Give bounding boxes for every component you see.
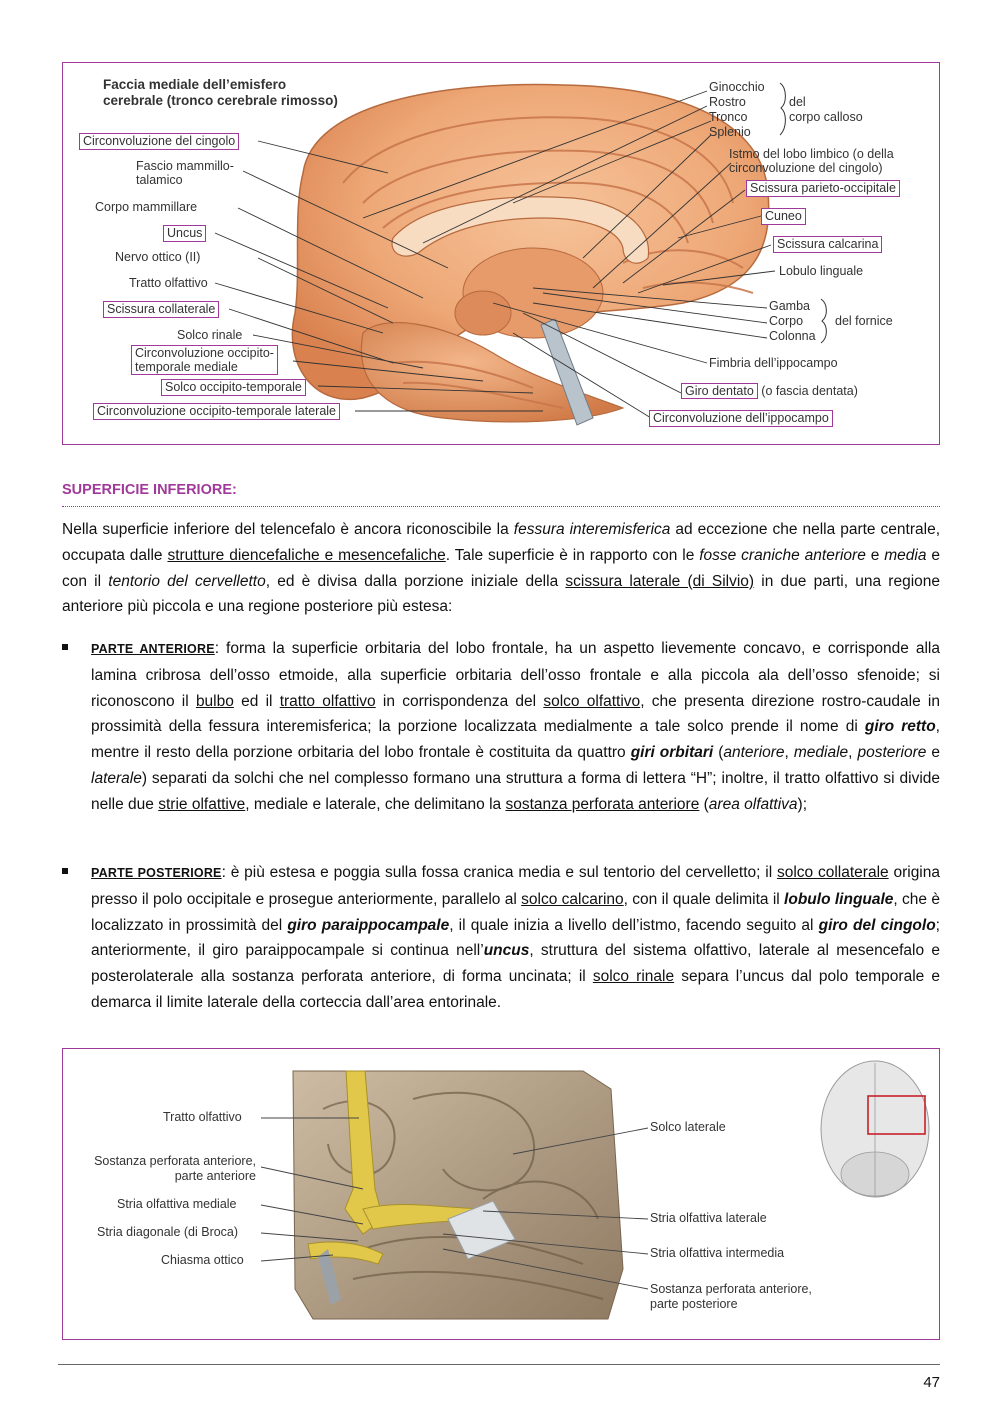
text-run: ad eccezione che nella parte centrale, occupata dalle — [62, 521, 940, 564]
label-giro-dentato: Giro dentato — [681, 383, 758, 399]
label-lobulo-linguale: Lobulo linguale — [779, 264, 864, 278]
text-run: giro paraippocampale — [287, 916, 450, 934]
label-gamba: Gamba — [769, 299, 810, 313]
label-circonvoluzione-occipito-temporale-mediale: Circonvoluzione occipito- temporale mediale — [131, 345, 278, 375]
text-run: in corrispondenza del — [375, 692, 544, 710]
label-corpo-mammillare: Corpo mammillare — [95, 200, 198, 214]
label-chiasma-ottico: Chiasma ottico — [161, 1253, 244, 1267]
label-splenio: Splenio — [709, 125, 751, 139]
bullet-parte-anteriore-text — [91, 636, 940, 818]
text-run: e — [865, 546, 885, 564]
text-run: e con il — [62, 546, 940, 590]
text-run: ); — [797, 795, 808, 813]
label-sostanza-perforata-anteriore-parte-anteriore: Sostanza perforata anteriore, parte anteriore — [94, 1154, 256, 1183]
label-nervo-ottico: Nervo ottico (II) — [115, 250, 201, 264]
label-tronco: Tronco — [709, 110, 748, 124]
text-run: , che è localizzato in prossimità del — [91, 890, 940, 934]
figure-title-line1: Faccia mediale dell’emisfero — [103, 77, 287, 92]
text-run: giro retto — [864, 718, 936, 736]
text-run: area olfattiva — [708, 795, 798, 813]
text-run: separa l’uncus dal polo temporale e demarca il limite laterale della corteccia dall’area entorinale. — [91, 968, 941, 1011]
callosum-items — [709, 80, 765, 140]
text-run: , — [784, 744, 794, 762]
label-circonvoluzione-ippocampo: Circonvoluzione dell’ippocampo — [649, 410, 833, 427]
text-run: , mentre il resto della porzione orbitaria del lobo frontale è costituita da quattro — [91, 718, 940, 762]
intro-paragraph — [62, 517, 940, 620]
text-run: posteriore — [857, 744, 927, 762]
text-run: PARTE ANTERIORE — [91, 642, 215, 656]
text-run: , struttura del sistema olfattivo, laterale al mesencefalo e posterolaterale alla sostanza perforata anteriore, di forma uncinata; il — [91, 942, 941, 986]
fornix-items — [769, 299, 816, 344]
text-run: ) separati da solchi che nel complesso formano una struttura a forma di lettera “H”; inoltre, il tratto olfattivo si divide nelle due — [91, 769, 940, 813]
label-solco-rinale: Solco rinale — [177, 328, 243, 342]
label-stria-olfattiva-mediale: Stria olfattiva mediale — [117, 1197, 237, 1211]
label-solco-laterale: Solco laterale — [650, 1120, 726, 1134]
bullet-square-icon — [62, 868, 68, 874]
bullet-parte-posteriore — [62, 860, 940, 1016]
bullet-square-icon — [62, 644, 68, 650]
text-run: giro del cingolo — [818, 916, 936, 934]
text-run: PARTE POSTERIORE — [91, 866, 222, 880]
label-rostro: Rostro — [709, 95, 746, 109]
label-scissura-collaterale: Scissura collaterale — [103, 301, 219, 318]
text-run: anteriore — [723, 744, 785, 762]
label-colonna: Colonna — [769, 329, 816, 343]
label-circonvoluzione-cingolo: Circonvoluzione del cingolo — [79, 133, 239, 150]
text-run: strutture diencefaliche e mesencefaliche — [167, 546, 446, 564]
text-run: bulbo — [195, 692, 234, 710]
text-run: , — [848, 744, 858, 762]
figure-title — [103, 77, 338, 109]
text-run: , mediale e laterale, che delimitano la — [245, 795, 506, 813]
label-giro-dentato-suffix: (o fascia dentata) — [761, 384, 858, 398]
text-run: in due parti, una regione anteriore più piccola e una regione posteriore più estesa: — [62, 572, 941, 616]
figure-title-line2: cerebrale (tronco cerebrale rimosso) — [103, 93, 338, 108]
text-run: ( — [713, 744, 724, 762]
text-run: laterale — [91, 769, 142, 787]
text-run: media — [884, 546, 927, 564]
text-run: : è più estesa e poggia sulla fossa cranica media e sul tentorio del cervelletto; il — [221, 864, 777, 881]
text-run: , con il quale delimita il — [623, 890, 785, 908]
section-title: SUPERFICIE INFERIORE: — [62, 482, 237, 498]
label-sostanza-perforata-anteriore-parte-posteriore: Sostanza perforata anteriore, parte posteriore — [650, 1282, 812, 1311]
label-ginocchio: Ginocchio — [709, 80, 765, 94]
text-run: giri orbitari — [630, 744, 714, 762]
label-cuneo: Cuneo — [761, 208, 806, 225]
text-run: . Tale superficie è in rapporto con le — [445, 546, 700, 564]
text-run: ; anteriormente, il giro paraippocampale si continua nell’ — [91, 916, 940, 960]
footer-divider — [58, 1364, 940, 1365]
text-run: e — [926, 744, 941, 762]
label-uncus: Uncus — [163, 225, 206, 242]
label-circonvoluzione-occipito-temporale-laterale: Circonvoluzione occipito-temporale laterale — [93, 403, 340, 420]
text-run: , ed è divisa dalla porzione iniziale della — [265, 572, 566, 590]
text-run: solco calcarino — [521, 890, 624, 908]
label-del-corpo-calloso: del corpo calloso — [789, 95, 863, 124]
label-fimbria-ippocampo: Fimbria dell’ippocampo — [709, 356, 838, 370]
text-run: solco collaterale — [776, 864, 889, 881]
label-istmo-lobo-limbico: Istmo del lobo limbico (o della circonvoluzione del cingolo) — [729, 147, 894, 175]
text-run: lobulo linguale — [784, 890, 894, 908]
label-stria-olfattiva-laterale: Stria olfattiva laterale — [650, 1211, 767, 1225]
label-scissura-calcarina: Scissura calcarina — [773, 236, 882, 253]
text-run: ed il — [233, 692, 280, 710]
bullet-parte-posteriore-text — [91, 860, 940, 1016]
text-run: , il quale inizia a livello dell’istmo, facendo seguito al — [449, 916, 819, 934]
section-divider — [62, 506, 940, 507]
page-number: 47 — [923, 1374, 940, 1391]
label-scissura-parieto-occipitale: Scissura parieto-occipitale — [746, 180, 900, 197]
label-tratto-olfattivo: Tratto olfattivo — [129, 276, 208, 290]
label-fascio-mammillo-talamico: Fascio mammillo- talamico — [136, 159, 234, 187]
text-run: tentorio del cervelletto — [108, 572, 266, 590]
text-run: uncus — [483, 942, 530, 960]
text-run: tratto olfattivo — [279, 692, 376, 710]
text-run: scissura laterale (di Silvio) — [565, 572, 755, 590]
text-run: fosse craniche anteriore — [699, 546, 866, 564]
text-run: mediale — [793, 744, 849, 762]
text-run: : forma la superficie orbitaria del lobo frontale, ha un aspetto lievemente concavo, e corrisponde alla lamina cribrosa dell’osso etmoide, alla superficie orbitaria dell’osso frontale e alla piccola ala dell’osso sfenoide; si riconoscono il — [91, 640, 940, 710]
label-solco-occipito-temporale: Solco occipito-temporale — [161, 379, 306, 396]
label-del-fornice: del fornice — [835, 314, 893, 328]
text-run: ( — [699, 795, 709, 813]
label-stria-olfattiva-intermedia: Stria olfattiva intermedia — [650, 1246, 785, 1260]
text-run: solco olfattivo — [543, 692, 641, 710]
figure-inferior-olfactory — [62, 1048, 940, 1340]
text-run: sostanza perforata anteriore — [505, 795, 700, 813]
text-run: , che presenta direzione rostro-caudale in prossimità della fessura interemisferica; la porzione localizzata medialmente a tale solco prende il nome di — [91, 692, 940, 736]
text-run: solco rinale — [592, 968, 675, 986]
bullet-parte-anteriore — [62, 636, 940, 818]
figure-medial-hemisphere — [62, 62, 940, 445]
text-run: Nella superficie inferiore del telencefalo è ancora riconoscibile la — [62, 521, 514, 538]
text-run: strie olfattive — [158, 795, 246, 813]
text-run: fessura interemisferica — [513, 521, 671, 538]
label-tratto-olfattivo-2: Tratto olfattivo — [163, 1110, 242, 1124]
label-stria-diagonale-broca: Stria diagonale (di Broca) — [97, 1225, 239, 1239]
label-giro-dentato-group — [681, 384, 858, 399]
label-corpo: Corpo — [769, 314, 804, 328]
text-run: origina presso il polo occipitale e prosegue anteriormente, parallelo al — [91, 864, 940, 908]
